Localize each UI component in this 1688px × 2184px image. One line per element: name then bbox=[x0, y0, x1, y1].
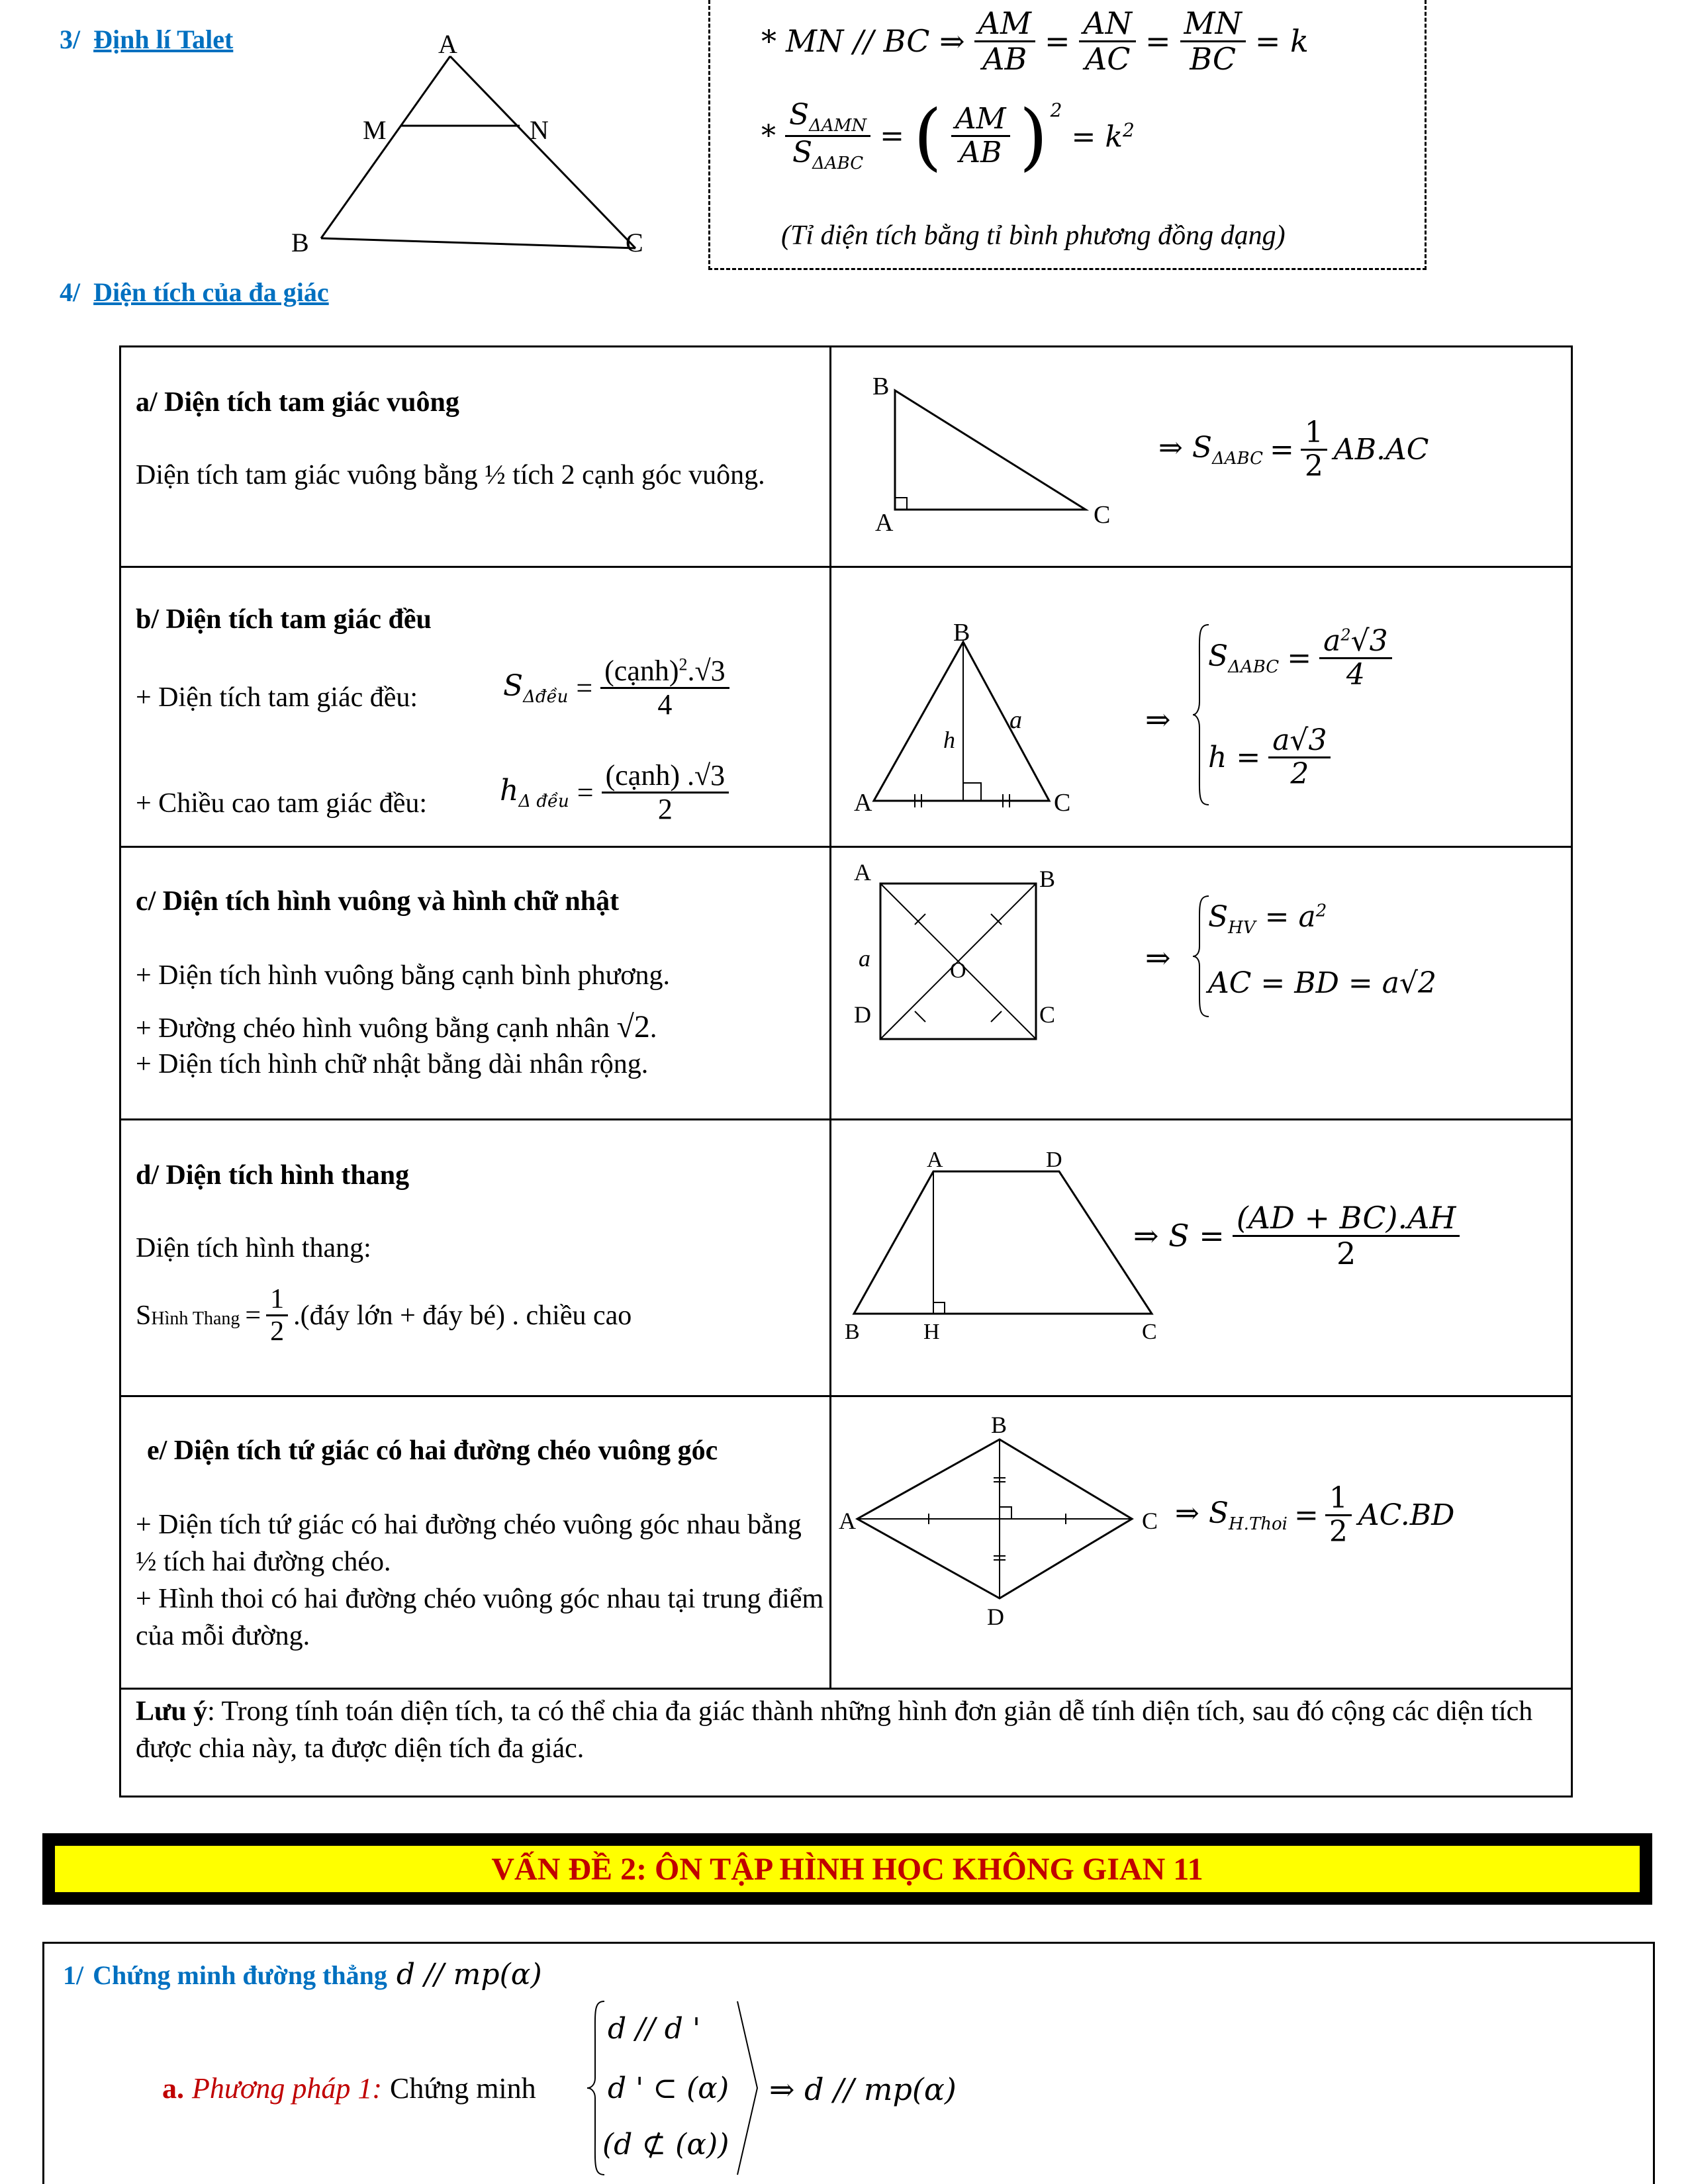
point-c-label: C bbox=[1039, 1001, 1056, 1028]
right-triangle-figure bbox=[854, 371, 1145, 536]
talet-heading bbox=[60, 24, 233, 55]
row-d-result-formula: ⇒ S = $\frac{(AD + BC).AH}{2}$ bbox=[1133, 1201, 1460, 1270]
section-banner: VẤN ĐỀ 2: ÔN TẬP HÌNH HỌC KHÔNG GIAN 11 bbox=[53, 1844, 1642, 1894]
bullet-star: * bbox=[761, 119, 776, 154]
row-e-line1: + Diện tích tứ giác có hai đường chéo vuông góc nhau bằng ½ tích hai đường chéo. bbox=[136, 1510, 802, 1577]
row-b-title: b/ Diện tích tam giác đều bbox=[136, 604, 432, 635]
note-text: : Trong tính toán diện tích, ta có thể chia đa giác thành những hình đơn giản dễ tính diện tích, sau đó cộng các diện tích được chia này, ta được diện tích đa giác. bbox=[136, 1696, 1533, 1764]
equilateral-triangle-figure bbox=[847, 622, 1086, 821]
side-bc bbox=[321, 238, 635, 248]
right-angle-mark bbox=[1000, 1507, 1011, 1519]
right-angle-mark bbox=[963, 783, 981, 801]
row-a-text: Diện tích tam giác vuông bằng ½ tích 2 cạnh góc vuông. bbox=[136, 460, 765, 490]
row-divider bbox=[119, 566, 1573, 568]
point-c-label: C bbox=[1142, 1320, 1157, 1344]
method-1-line bbox=[162, 2071, 536, 2105]
ratio-k: = k bbox=[1254, 23, 1309, 60]
talet-formula-2: * $\frac{S_{\Delta AMN}}{S_{\Delta ABC}}$ = ( $\frac{AM}{AB}$ ) $^2$ = $k^2$ bbox=[761, 93, 1135, 179]
part1-heading-number: 1/ bbox=[63, 1960, 84, 1990]
row-c-line2: + Đường chéo hình vuông bằng cạnh nhân √2. bbox=[136, 1009, 657, 1044]
point-b-label: B bbox=[1039, 866, 1056, 892]
right-angle-mark bbox=[895, 498, 907, 510]
row-d-line1: Diện tích hình thang: bbox=[136, 1233, 371, 1263]
point-b-label: B bbox=[845, 1320, 860, 1344]
row-c-system-line2: AC = BD = a√2 bbox=[1208, 966, 1436, 1000]
side-ab bbox=[321, 56, 450, 238]
trapezoid-figure bbox=[834, 1145, 1178, 1350]
area-heading-label: Diện tích của đa giác bbox=[93, 277, 329, 307]
area-heading bbox=[60, 277, 329, 308]
row-e-line2: + Hình thoi có hai đường chéo vuông góc nhau tại trung điểm của mỗi đường. bbox=[136, 1584, 824, 1651]
talet-triangle-figure bbox=[291, 26, 662, 265]
point-a-label: A bbox=[854, 789, 872, 817]
note-label: Lưu ý bbox=[136, 1696, 208, 1727]
condition-1: d // d ' bbox=[608, 2012, 701, 2046]
point-a-label: A bbox=[438, 29, 457, 59]
row-b-area-formula: $S_{\Delta đều}$ = $\frac{(cạnh)^2.√3}{4}$ bbox=[503, 655, 729, 721]
square-figure bbox=[851, 860, 1076, 1046]
row-divider bbox=[119, 1118, 1573, 1120]
row-c-system-line1: $S_{HV} = a^2$ bbox=[1208, 900, 1327, 938]
row-e-formula: ⇒ $S_{H.Thoi}$ = $\frac{1}{2}$ AC.BD bbox=[1175, 1481, 1455, 1549]
point-a-label: A bbox=[854, 860, 871, 886]
talet-heading-label: Định lí Talet bbox=[93, 24, 234, 54]
row-c-title: c/ Diện tích hình vuông và hình chữ nhật bbox=[136, 886, 620, 917]
point-c-label: C bbox=[626, 228, 643, 257]
talet-heading-number: 3/ bbox=[60, 24, 81, 54]
row-divider bbox=[119, 846, 1573, 848]
point-a-label: A bbox=[927, 1148, 943, 1172]
method-text: Chứng minh bbox=[390, 2072, 536, 2105]
talet-formula-1: * MN // BC ⇒ $\frac{AM}{AB}$ = $\frac{AN}{AC}$ = $\frac{MN}{BC}$ = k bbox=[761, 5, 1309, 77]
point-d-label: D bbox=[854, 1001, 871, 1028]
part1-heading-label: Chứng minh đường thẳng bbox=[93, 1960, 387, 1990]
row-b-line1: + Diện tích tam giác đều: bbox=[136, 682, 418, 713]
ratio-an-ac: $\frac{AN}{AC}$ bbox=[1079, 7, 1135, 75]
point-d-label: D bbox=[987, 1604, 1004, 1630]
row-c-line1: + Diện tích hình vuông bằng cạnh bình phương. bbox=[136, 960, 671, 991]
point-m-label: M bbox=[363, 115, 387, 145]
part1-heading bbox=[63, 1958, 542, 1991]
row-c-system-arrow: ⇒ bbox=[1145, 940, 1171, 976]
center-label: O bbox=[950, 958, 966, 983]
area-heading-number: 4/ bbox=[60, 277, 81, 307]
row-divider bbox=[119, 1688, 1573, 1690]
part1-heading-math: d // mp(α) bbox=[396, 1958, 542, 1991]
point-c-label: C bbox=[1142, 1508, 1158, 1534]
area-note bbox=[136, 1693, 1552, 1767]
row-divider bbox=[119, 1395, 1573, 1397]
condition-2: d ' ⊂ (α) bbox=[608, 2071, 729, 2105]
point-a-label: A bbox=[839, 1508, 856, 1534]
row-b-system-line2: h = $\frac{a√3}{2}$ bbox=[1208, 725, 1331, 791]
row-b-line2: + Chiều cao tam giác đều: bbox=[136, 788, 428, 819]
point-d-label: D bbox=[1046, 1148, 1062, 1172]
row-d-formula: SHình Thang = $\frac{1}{2}$ .(đáy lớn + đáy bé) . chiều cao bbox=[136, 1284, 632, 1347]
point-a-label: A bbox=[875, 509, 894, 536]
angle-bracket-icon bbox=[735, 1999, 761, 2177]
row-e-title: e/ Diện tích tứ giác có hai đường chéo vuông góc bbox=[147, 1435, 718, 1466]
row-b-system-line1: $S_{\Delta ABC}$ = $\frac{a^2√3}{4}$ bbox=[1208, 625, 1392, 692]
side-ac bbox=[450, 56, 635, 248]
method-number: a. bbox=[162, 2072, 184, 2105]
method-label: Phương pháp 1: bbox=[192, 2072, 383, 2105]
row-c-line3: + Diện tích hình chữ nhật bằng dài nhân rộng. bbox=[136, 1049, 649, 1079]
side-label: a bbox=[1009, 706, 1022, 734]
point-b-label: B bbox=[953, 622, 970, 647]
talet-note: (Tỉ diện tích bằng tỉ bình phương đồng dạng) bbox=[781, 220, 1286, 251]
row-a-title: a/ Diện tích tam giác vuông bbox=[136, 387, 459, 418]
row-b-system-arrow: ⇒ bbox=[1145, 702, 1171, 737]
ratio-am-ab-squared: $\frac{AM}{AB}$ bbox=[951, 103, 1010, 169]
point-b-label: B bbox=[991, 1412, 1008, 1438]
rhombus-figure bbox=[831, 1406, 1175, 1638]
row-b-height-formula: $h_{\Delta đều}$ = $\frac{\text{(cạnh) .√3}}{2}$ bbox=[500, 760, 729, 826]
height-label: h bbox=[943, 727, 955, 753]
row-d-title: d/ Diện tích hình thang bbox=[136, 1160, 410, 1191]
point-b-label: B bbox=[872, 373, 890, 400]
point-h-label: H bbox=[923, 1320, 940, 1344]
side-label: a bbox=[859, 945, 870, 972]
ratio-am-ab: $\frac{AM}{AB}$ bbox=[974, 7, 1035, 75]
method-1-result: ⇒ d // mp(α) bbox=[769, 2071, 957, 2107]
point-n-label: N bbox=[530, 115, 549, 145]
condition-3: (d ⊄ (α)) bbox=[602, 2128, 729, 2161]
row-a-formula: ⇒ $S_{\Delta ABC}$ = $\frac{1}{2}$ AB.AC bbox=[1158, 416, 1429, 484]
point-c-label: C bbox=[1094, 501, 1111, 529]
ratio-mn-bc: $\frac{MN}{BC}$ bbox=[1180, 7, 1246, 75]
bullet-star: * bbox=[761, 23, 776, 60]
formula-premise: MN // BC ⇒ bbox=[786, 23, 965, 60]
point-b-label: B bbox=[291, 228, 309, 257]
right-angle-mark bbox=[933, 1302, 945, 1314]
point-c-label: C bbox=[1054, 789, 1071, 817]
area-ratio: $\frac{S_{\Delta AMN}}{S_{\Delta ABC}}$ bbox=[785, 99, 870, 173]
